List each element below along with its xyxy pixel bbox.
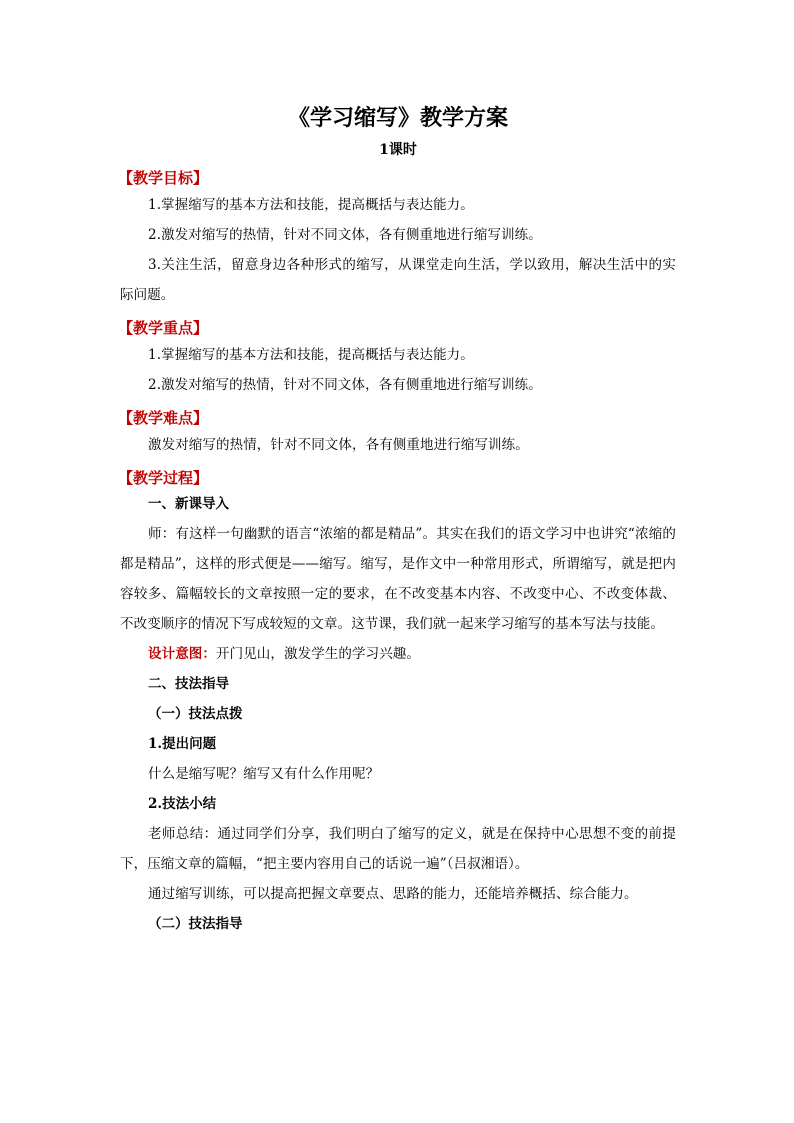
design-intent-text: 开门见山，激发学生的学习兴趣。 <box>216 646 420 662</box>
part1-text: 师：有这样一句幽默的语言“浓缩的都是精品”。其实在我们的语文学习中也讲究“浓缩的都是精品”，这样的形式便是——缩写。缩写，是作文中一种常用形式，所谓缩写，就是把内容较多、篇幅较长的文章按照一定的要求，在不改变基本内容、不改变中心、不改变体裁、不改变顺序的情况下写成较短的文章。这节课，我们就一起来学习缩写的基本写法与技能。 <box>120 526 676 632</box>
section-heading-goals-text: 【教学目标】 <box>118 169 209 187</box>
document-body <box>120 102 676 939</box>
goal-item-2: 2.激发对缩写的热情，针对不同文体，各有侧重地进行缩写训练。 <box>148 227 542 243</box>
key-point-item-2: 2.激发对缩写的热情，针对不同文体，各有侧重地进行缩写训练。 <box>148 377 542 393</box>
section-heading-key-points-text: 【教学重点】 <box>118 319 209 337</box>
section-heading-difficulties-text: 【教学难点】 <box>118 409 209 427</box>
part2-sub2-title: （二）技法指导 <box>148 916 243 932</box>
summary-text-2: 通过缩写训练，可以提高把握文章要点、思路的能力，还能培养概括、综合能力。 <box>148 886 638 902</box>
summary-text-1: 老师总结：通过同学们分享，我们明白了缩写的定义，就是在保持中心思想不变的前提下，压缩文章的篇幅，“把主要内容用自己的话说一遍”（吕叔湘语）。 <box>120 826 676 872</box>
goal-item-3: 3.关注生活，留意身边各种形式的缩写，从课堂走向生活，学以致用，解决生活中的实际问题。 <box>120 257 676 303</box>
part1-title: 一、新课导入 <box>148 496 229 512</box>
difficulty-text: 激发对缩写的热情，针对不同文体，各有侧重地进行缩写训练。 <box>148 437 529 453</box>
summary-title: 2.技法小结 <box>148 796 217 812</box>
section-heading-key-points <box>118 317 676 339</box>
section-heading-process-text: 【教学过程】 <box>118 469 209 487</box>
page-title: 《学习缩写》教学方案 <box>287 105 508 131</box>
section-heading-goals <box>118 167 676 189</box>
question-text: 什么是缩写呢？缩写又有什么作用呢？ <box>148 766 380 782</box>
question-title: 1.提出问题 <box>148 736 217 752</box>
goal-item-1: 1.掌握缩写的基本方法和技能，提高概括与表达能力。 <box>148 197 474 213</box>
section-heading-process <box>118 467 676 489</box>
design-intent <box>120 639 676 669</box>
part2-title: 二、技法指导 <box>148 676 229 692</box>
page-subtitle: 1课时 <box>379 142 417 158</box>
section-heading-difficulties <box>118 407 676 429</box>
key-point-item-1: 1.掌握缩写的基本方法和技能，提高概括与表达能力。 <box>148 347 474 363</box>
part2-sub1-title: （一）技法点拨 <box>148 706 243 722</box>
design-intent-label: 设计意图： <box>148 646 216 662</box>
